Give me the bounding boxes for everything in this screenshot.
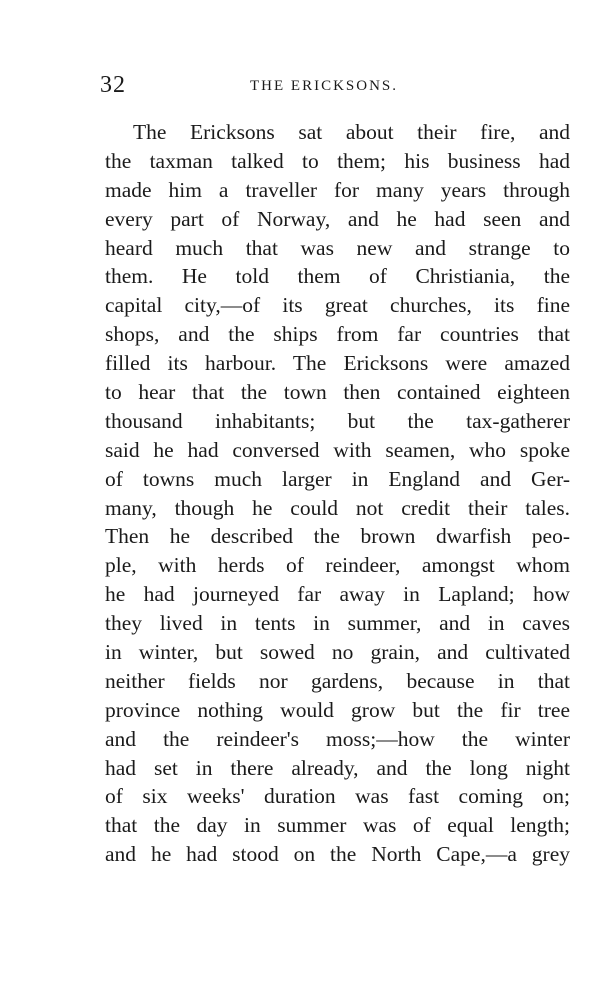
text-line: capital city,—of its great churches, its fine (105, 293, 570, 318)
text-line: filled its harbour. The Ericksons were amazed (105, 351, 570, 376)
page-header (100, 72, 570, 102)
text-line: every part of Norway, and he had seen and (105, 206, 570, 231)
text-line: had set in there already, and the long night (105, 755, 570, 780)
text-line: and the reindeer's moss;—how the winter (105, 726, 570, 751)
text-line: The Ericksons sat about their fire, and (133, 120, 570, 144)
text-line: them. He told them of Christiania, the (105, 264, 570, 289)
running-title: THE ERICKSONS. (250, 78, 399, 94)
text-line: of six weeks' duration was fast coming on; (105, 784, 570, 809)
body-paragraph (105, 118, 570, 869)
text-line: that the day in summer was of equal length; (105, 813, 570, 838)
text-line: ple, with herds of reindeer, amongst whom (105, 553, 570, 578)
page-number: 32 (100, 72, 126, 98)
text-line: Then he described the brown dwarfish peo- (105, 524, 570, 549)
text-line: to hear that the town then contained eighteen (105, 380, 570, 405)
text-line: heard much that was new and strange to (105, 235, 570, 260)
text-line: province nothing would grow but the fir tree (105, 697, 570, 722)
text-line: he had journeyed far away in Lapland; how (105, 582, 570, 607)
text-line: made him a traveller for many years through (105, 177, 570, 202)
text-line: neither fields nor gardens, because in that (105, 668, 570, 693)
text-line: in winter, but sowed no grain, and cultivated (105, 640, 570, 665)
text-line: said he had conversed with seamen, who spoke (105, 437, 570, 462)
text-line: many, though he could not credit their tales. (105, 495, 570, 520)
text-line: shops, and the ships from far countries that (105, 322, 570, 347)
text-line: thousand inhabitants; but the tax-gatherer (105, 408, 570, 433)
text-line: they lived in tents in summer, and in caves (105, 611, 570, 636)
text-line: the taxman talked to them; his business had (105, 148, 570, 173)
text-line: and he had stood on the North Cape,—a grey (105, 842, 570, 867)
text-line: of towns much larger in England and Ger- (105, 466, 570, 491)
